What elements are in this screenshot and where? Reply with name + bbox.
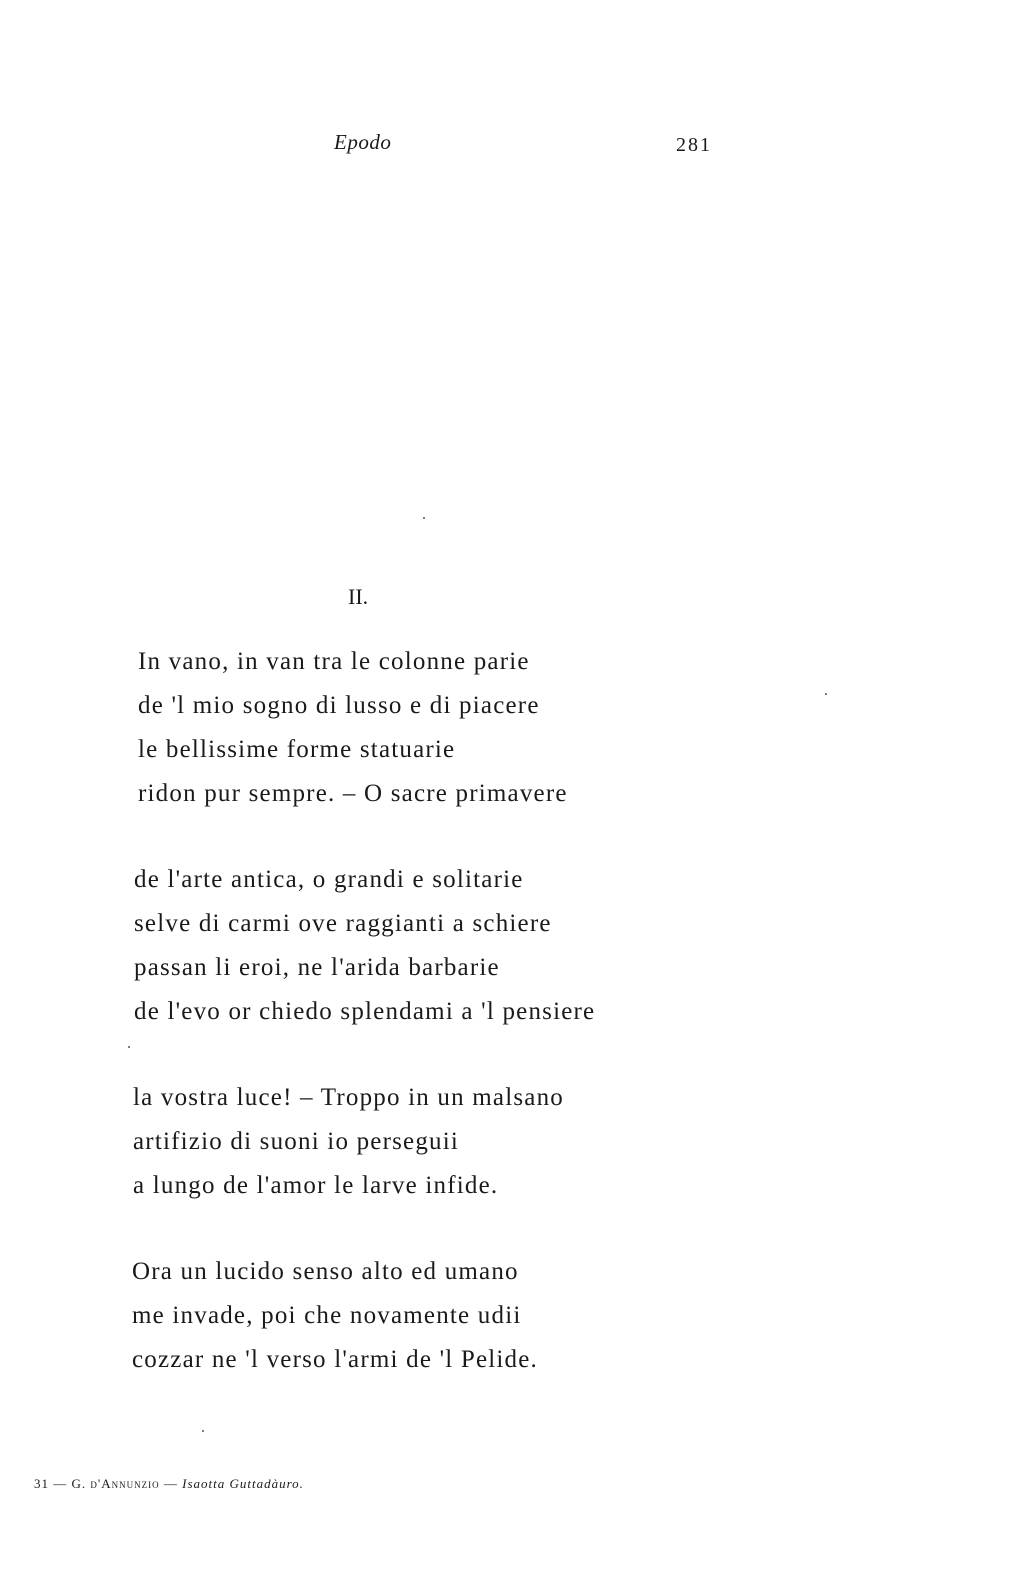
verse-line: passan li eroi, ne l'arida barbarie <box>134 954 500 981</box>
verse-line: me invade, poi che novamente udii <box>132 1302 522 1329</box>
print-speck <box>423 517 425 519</box>
stanza <box>132 1250 652 1382</box>
running-title: Epodo <box>334 130 392 154</box>
verse-line: de l'evo or chiedo splendami a 'l pensiere <box>134 998 596 1025</box>
verse-line: le bellissime forme statuarie <box>138 736 456 763</box>
stanza <box>132 640 652 816</box>
verse-line: artifizio di suoni io perseguii <box>133 1128 460 1155</box>
verse-line: la vostra luce! – Troppo in un malsano <box>133 1084 564 1111</box>
footer-dash: — <box>163 1476 178 1491</box>
stanza <box>132 1076 652 1208</box>
print-speck <box>202 1430 204 1432</box>
verse-line: ridon pur sempre. – O sacre primavere <box>138 780 568 807</box>
verse-line: de 'l mio sogno di lusso e di piacere <box>138 692 540 719</box>
running-head <box>0 130 1022 160</box>
footer-dash: — <box>53 1476 68 1491</box>
section-number: II. <box>348 584 369 609</box>
signature-number: 31 <box>34 1476 49 1491</box>
printer-signature <box>34 1476 304 1492</box>
stanza <box>132 858 652 1034</box>
verse-line: a lungo de l'amor le larve infide. <box>133 1172 499 1199</box>
print-speck <box>128 1046 130 1048</box>
page-number: 281 <box>676 134 712 156</box>
print-speck <box>825 693 827 695</box>
verse-line: In vano, in van tra le colonne parie <box>138 648 530 675</box>
poem <box>132 640 652 1424</box>
verse-line: de l'arte antica, o grandi e solitarie <box>134 866 524 893</box>
verse-line: selve di carmi ove raggianti a schiere <box>134 910 552 937</box>
footer-book-title: Isaotta Guttadàuro. <box>182 1476 304 1491</box>
footer-author: G. d'Annunzio <box>71 1476 160 1491</box>
verse-line: Ora un lucido senso alto ed umano <box>132 1258 519 1285</box>
verse-line: cozzar ne 'l verso l'armi de 'l Pelide. <box>132 1346 539 1373</box>
